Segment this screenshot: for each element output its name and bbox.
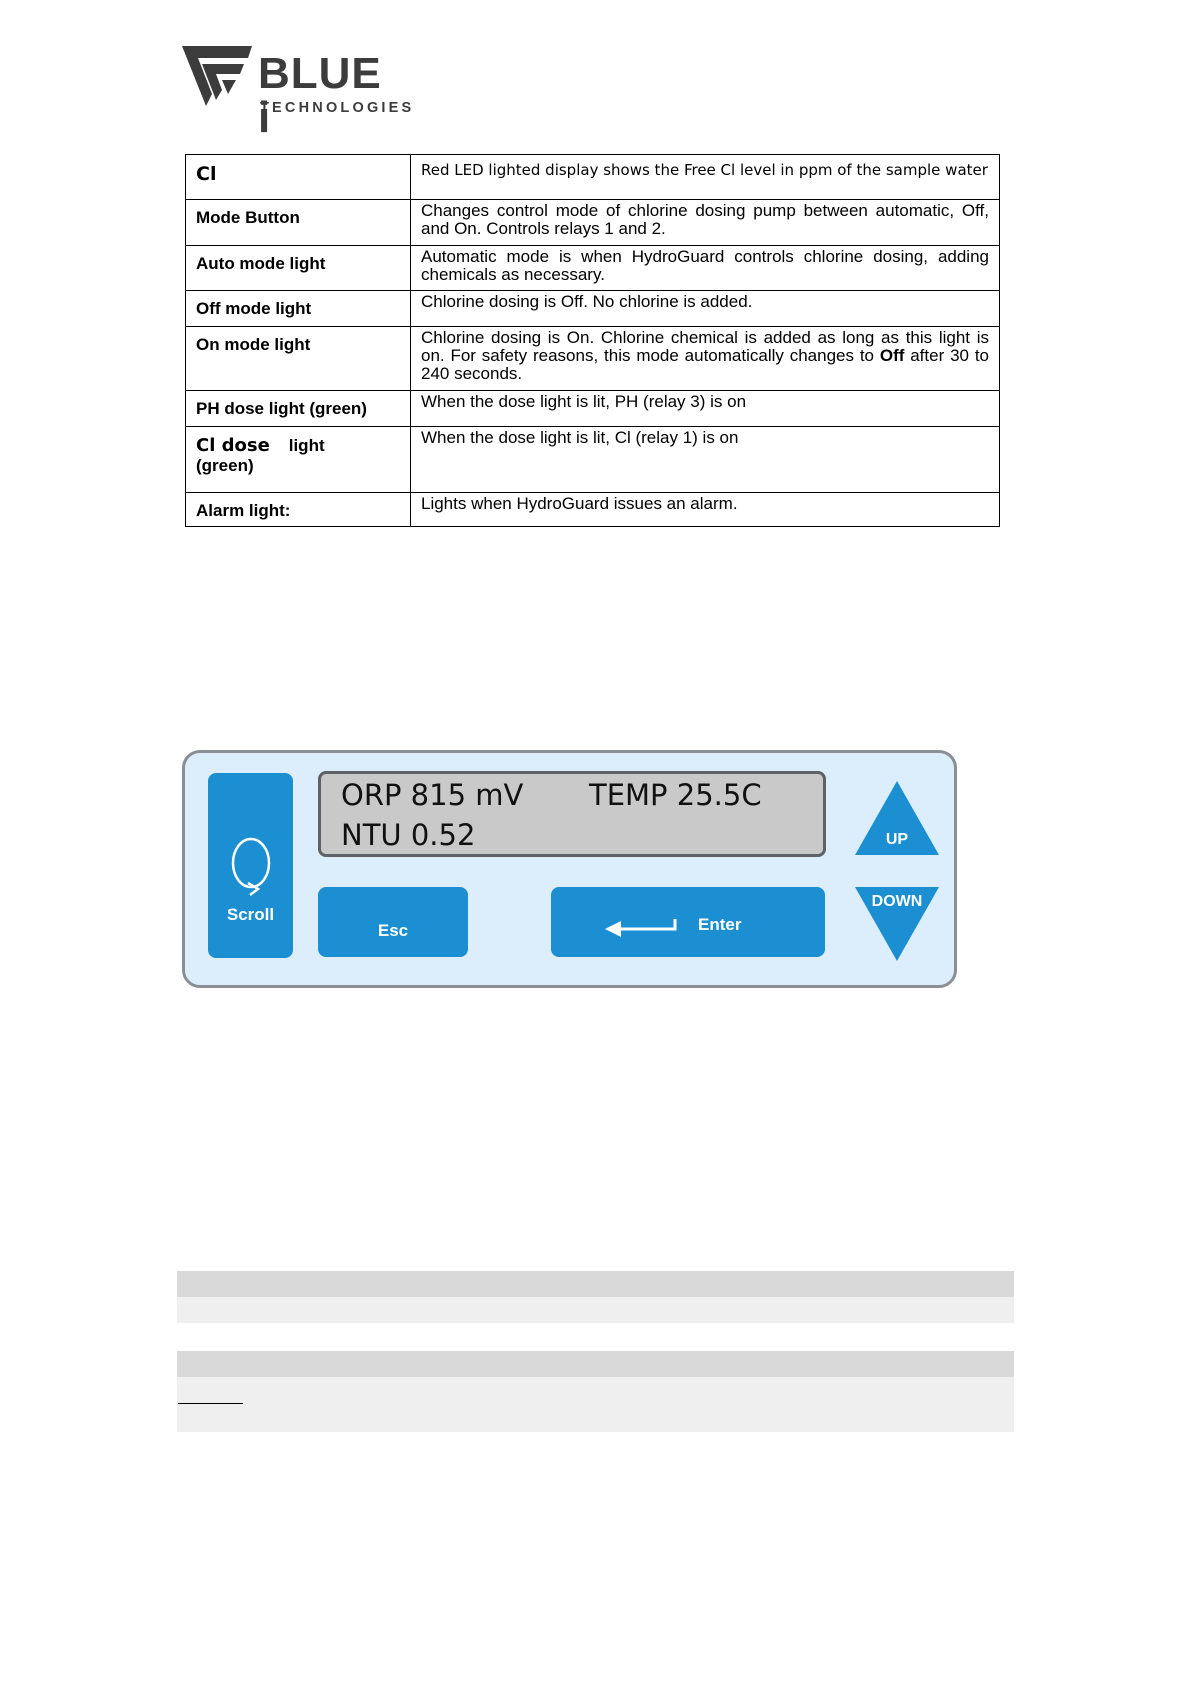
underline-rule [178, 1403, 243, 1404]
scroll-icon [228, 833, 274, 897]
row-description: Lights when HydroGuard issues an alarm. [411, 493, 1000, 527]
up-button[interactable] [853, 779, 941, 859]
table-row [186, 155, 1000, 200]
row-description: Automatic mode is when HydroGuard controls chlorine dosing, adding chemicals as necessary. [411, 246, 1000, 291]
brand-tagline: TECHNOLOGIES [260, 100, 415, 116]
brand-name: BLUE i [258, 49, 382, 142]
row-description [411, 327, 1000, 391]
row-label: Auto mode light [186, 246, 411, 291]
shaded-bar [177, 1377, 1014, 1432]
control-panel [182, 750, 957, 988]
row-description-part: Chlorine dosing is On. Chlorine chemical is added as long as this light is on. For safety reasons, this mode automatically changes to [421, 328, 989, 365]
indicator-table [185, 154, 1000, 527]
row-label: Off mode light [186, 291, 411, 327]
lcd-display [318, 771, 826, 857]
down-button[interactable] [853, 883, 941, 963]
row-description: When the dose light is lit, PH (relay 3) is on [411, 391, 1000, 427]
table-row [186, 327, 1000, 391]
ntu-readout: NTU 0.52 [341, 818, 476, 852]
row-description-bold: Off [879, 346, 905, 365]
shaded-bar [177, 1297, 1014, 1323]
row-description: When the dose light is lit, Cl (relay 1) is on [411, 427, 1000, 493]
row-label-part: Cl dose [196, 435, 270, 456]
enter-arrow-icon [603, 915, 679, 937]
row-description: Red LED lighted display shows the Free Cl level in ppm of the sample water [411, 155, 1000, 200]
row-label: Alarm light: [186, 493, 411, 527]
row-label: PH dose light (green) [186, 391, 411, 427]
orp-readout: ORP 815 mV [341, 778, 524, 812]
row-description-part: after 30 to 240 seconds. [421, 346, 989, 383]
row-description: Changes control mode of chlorine dosing pump between automatic, Off, and On. Controls relays 1 and 2. [411, 200, 1000, 246]
row-description: Chlorine dosing is Off. No chlorine is added. [411, 291, 1000, 327]
row-label: Mode Button [186, 200, 411, 246]
esc-button-label: Esc [377, 921, 409, 940]
scroll-button-label: Scroll [226, 905, 275, 924]
row-label [186, 427, 411, 493]
table-row [186, 427, 1000, 493]
row-label-part: (green) [196, 456, 254, 475]
down-button-label: DOWN [871, 893, 923, 910]
esc-button[interactable] [318, 887, 468, 957]
row-label: On mode light [186, 327, 411, 391]
up-button-label: UP [885, 831, 909, 848]
shaded-bar [177, 1271, 1014, 1297]
shaded-bar [177, 1351, 1014, 1377]
enter-button-label: Enter [698, 915, 742, 934]
table-row [186, 493, 1000, 527]
row-label: Cl [186, 155, 411, 200]
brand-mark-icon [178, 42, 256, 114]
table-row [186, 200, 1000, 246]
row-label-part: light [288, 436, 325, 455]
scroll-button[interactable] [208, 773, 293, 958]
brand-logo [178, 42, 415, 142]
table-row [186, 391, 1000, 427]
table-row [186, 246, 1000, 291]
table-row [186, 291, 1000, 327]
temp-readout: TEMP 25.5C [589, 778, 762, 812]
enter-button[interactable] [551, 887, 825, 957]
